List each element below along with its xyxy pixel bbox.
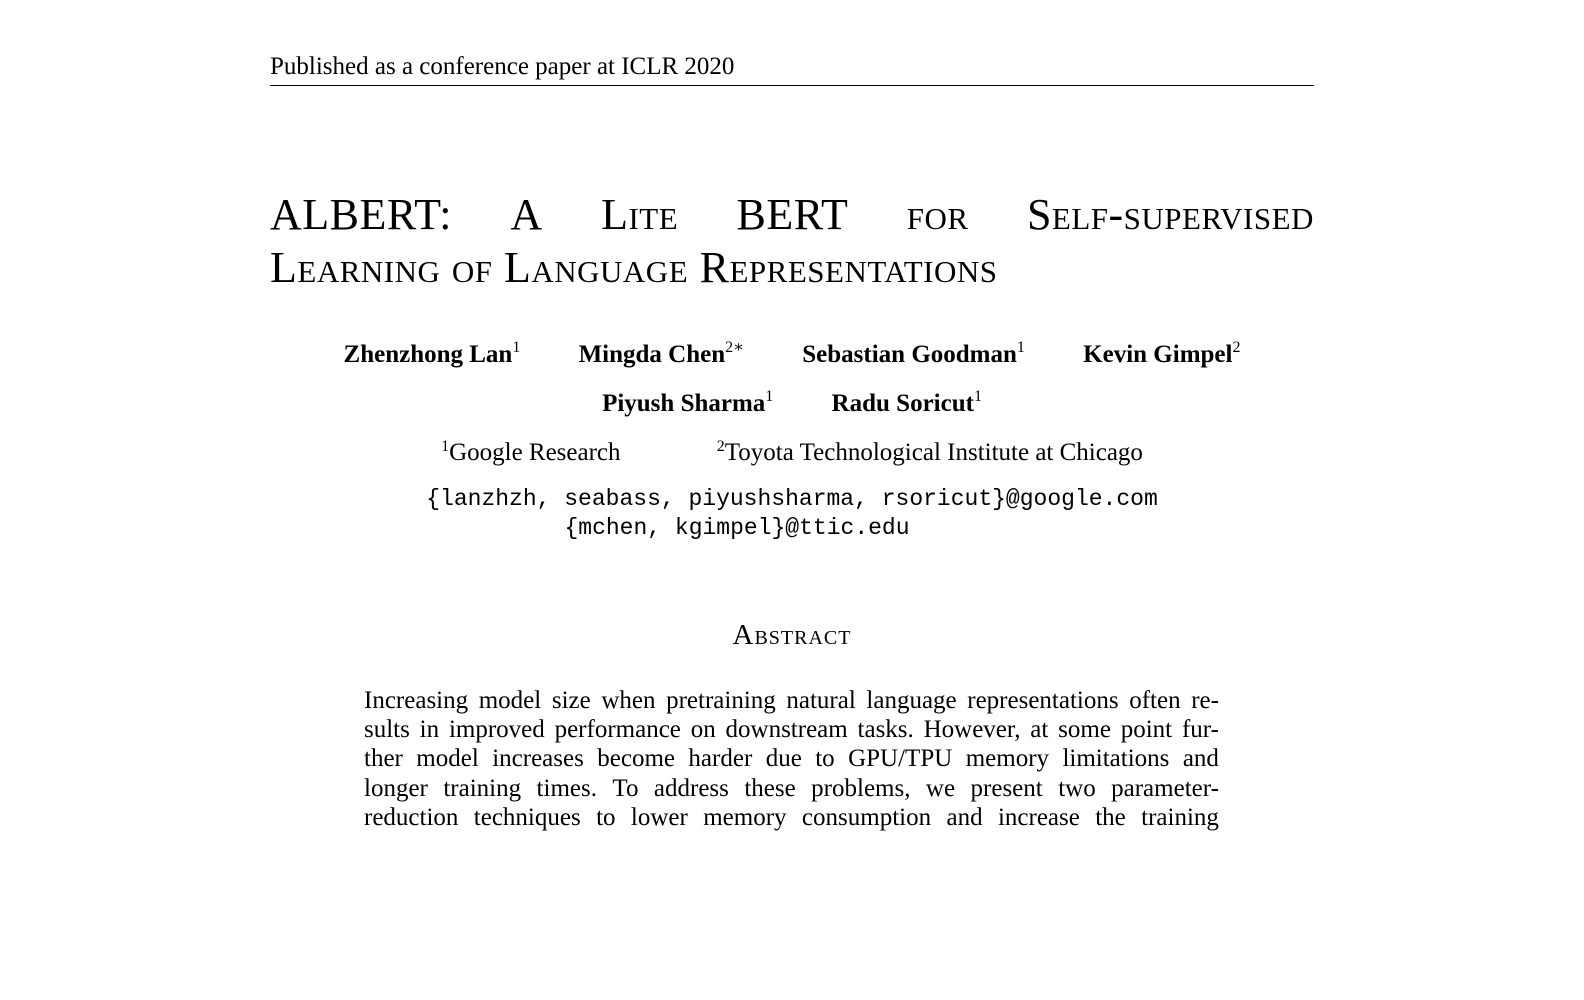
title-word: for <box>906 190 969 239</box>
author <box>579 340 744 370</box>
affiliation-mark: 1 <box>765 388 774 405</box>
affiliation-mark: 1 <box>1016 339 1025 356</box>
abstract-line: Increasing model size when pretraining natural language representations often re- <box>364 687 1219 714</box>
author <box>602 389 773 419</box>
author-name: Sebastian Goodman <box>802 341 1017 368</box>
author-name: Radu Soricut <box>831 390 974 417</box>
title-word: ALBERT: <box>270 190 452 239</box>
title-word: BERT <box>736 190 849 239</box>
affiliation-name: Toyota Technological Institute at Chicago <box>724 439 1143 466</box>
email-line-google: {lanzhzh, seabass, piyushsharma, rsoricut}@google.com <box>426 486 1158 512</box>
running-header-text: Published as a conference paper at ICLR 2020 <box>270 53 735 80</box>
title-word: Self-supervised <box>1026 190 1314 239</box>
affiliation-mark: 1 <box>441 438 450 455</box>
abstract-line: ther model increases become harder due to GPU/TPU memory limitations and <box>364 745 1219 773</box>
affiliations <box>270 438 1314 468</box>
author <box>802 340 1025 370</box>
author-name: Kevin Gimpel <box>1083 341 1233 368</box>
affiliation <box>441 438 620 468</box>
author-name: Mingda Chen <box>578 341 726 368</box>
affiliation-mark: 2∗ <box>725 339 745 356</box>
author <box>1083 340 1240 370</box>
affiliation-mark: 1 <box>512 339 521 356</box>
abstract-body <box>364 686 1219 832</box>
author-list-row-2 <box>270 389 1314 419</box>
title-line-1 <box>270 188 1314 241</box>
affiliation-name: Google Research <box>449 439 621 466</box>
affiliation <box>717 438 1143 468</box>
abstract-line: longer training times. To address these problems, we present two parameter- <box>364 774 1219 802</box>
title-word: Lite <box>601 190 679 239</box>
title-word: A <box>510 190 543 239</box>
affiliation-mark: 1 <box>973 388 982 405</box>
author-list-row-1 <box>270 340 1314 370</box>
title-line-2: Learning of Language Representations <box>270 243 998 292</box>
abstract-line: reduction techniques to lower memory consumption and increase the training <box>364 803 1219 831</box>
author-name: Zhenzhong Lan <box>343 341 513 368</box>
author <box>344 340 521 370</box>
author-emails <box>270 485 1314 543</box>
email-line-ttic: {mchen, kgimpel}@ttic.edu <box>564 515 910 541</box>
author-name: Piyush Sharma <box>602 390 766 417</box>
paper-title <box>270 188 1314 294</box>
abstract-line: sults in improved performance on downstream tasks. However, at some point fur- <box>364 716 1219 744</box>
affiliation-mark: 2 <box>1232 339 1241 356</box>
author <box>832 389 982 419</box>
affiliation-mark: 2 <box>716 438 725 455</box>
running-header <box>270 52 1314 86</box>
abstract-heading: Abstract <box>732 619 852 651</box>
arxiv-stamp <box>30 0 90 840</box>
